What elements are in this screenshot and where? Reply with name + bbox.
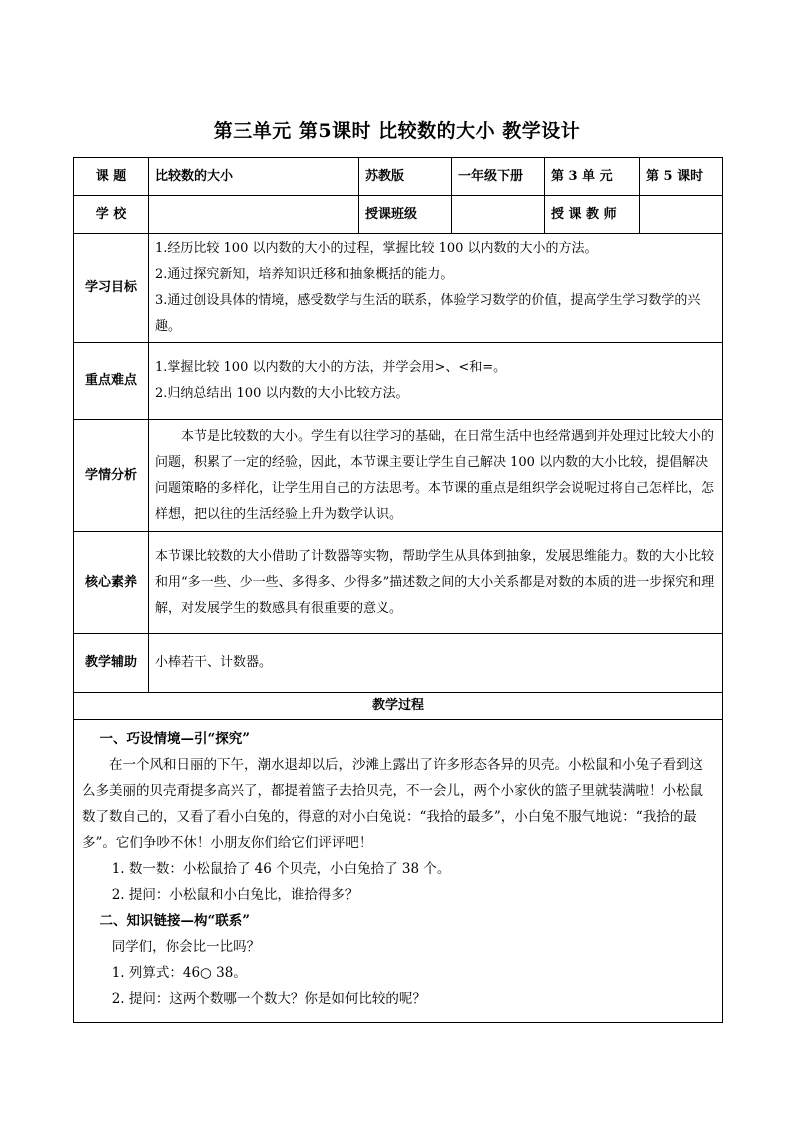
school-value	[149, 196, 359, 234]
aids-content	[149, 634, 723, 693]
analysis-label: 学情分析	[74, 420, 149, 532]
class-label: 授课班级	[359, 196, 452, 234]
literacy-text: 本节课比较数的大小借助了计数器等实物，帮助学生从具体到抽象，发展思维能力。数的大小比较和用“多一些、少一些、多得多、少得多”描述数之间的大小关系都是对数的本质的进一步探究和理解，对发展学生的数感具有很重要的意义。	[155, 548, 715, 616]
key-points-content	[149, 343, 723, 420]
row-school	[74, 196, 723, 234]
row-aids	[74, 634, 723, 693]
teacher-value	[640, 196, 723, 234]
key-point-item: 2.归纳总结出 100 以内数的大小比较方法。	[155, 386, 409, 401]
section-heading: 一、巧设情境—引“探究”	[99, 731, 251, 747]
analysis-content	[149, 420, 723, 532]
page-title: 第三单元 第5课时 比较数的大小 教学设计	[213, 120, 581, 142]
process-content	[74, 720, 723, 1023]
objective-item: 1.经历比较 100 以内数的大小的过程，掌握比较 100 以内数的大小的方法。	[155, 241, 598, 256]
grade: 一年级下册	[452, 158, 545, 196]
story-paragraph: 在一个风和日丽的下午，潮水退却以后，沙滩上露出了许多形态各异的贝壳。小松鼠和小兔子看到这么多美丽的贝壳甭提多高兴了，都提着篮子去拾贝壳，不一会儿，两个小家伙的篮子里就装满啦！小松鼠数了数自己的，又看了看小白兔的，得意的对小白兔说：“我拾的最多”，小白兔不服气地说：“我拾的最多”。它们争吵不休！小朋友你们给它们评评吧！	[82, 757, 703, 851]
row-objectives	[74, 234, 723, 343]
class-value	[452, 196, 545, 234]
publisher: 苏教版	[359, 158, 452, 196]
aids-text: 小棒若干、计数器。	[155, 655, 273, 670]
row-process-header	[74, 693, 723, 720]
objective-item: 2.通过探究新知，培养知识迁移和抽象概括的能力。	[155, 267, 454, 282]
teacher-label: 授 课 教 师	[545, 196, 640, 234]
intro-line: 同学们，你会比一比吗？	[111, 939, 261, 955]
row-analysis	[74, 420, 723, 532]
course-label: 课 题	[74, 158, 149, 196]
unit: 第 3 单 元	[545, 158, 640, 196]
course-value: 比较数的大小	[149, 158, 359, 196]
key-point-item: 1.掌握比较 100 以内数的大小的方法，并学会用>、<和=。	[155, 360, 507, 375]
lesson-plan-table	[73, 157, 723, 1023]
row-literacy	[74, 532, 723, 634]
row-course	[74, 158, 723, 196]
objective-item: 3.通过创设具体的情境，感受数学与生活的联系，体验学习数学的价值，提高学生学习数学的兴趣。	[155, 293, 701, 334]
step-item: 2. 提问：这两个数哪一个数大？你是如何比较的呢？	[111, 991, 426, 1007]
literacy-label: 核心素养	[74, 532, 149, 634]
analysis-text: 本节是比较数的大小。学生有以往学习的基础，在日常生活中也经常遇到并处理过比较大小的问题，积累了一定的经验，因此，本节课主要让学生自己解决 100 以内数的大小比较，提倡解决问题策略的多样化，让学生用自己的方法思考。本节课的重点是组织学会说呢过将自己怎样比，怎样想，把以往的生活经验上升为数学认识。	[155, 428, 715, 522]
row-key-points	[74, 343, 723, 420]
process-header: 教学过程	[74, 693, 723, 720]
school-label: 学 校	[74, 196, 149, 234]
step-item: 1. 数一数：小松鼠拾了 46 个贝壳，小白兔拾了 38 个。	[111, 861, 451, 877]
step-item: 2. 提问：小松鼠和小白兔比，谁拾得多？	[111, 887, 359, 903]
key-points-label: 重点难点	[74, 343, 149, 420]
objectives-label: 学习目标	[74, 234, 149, 343]
row-process	[74, 720, 723, 1023]
objectives-content	[149, 234, 723, 343]
lesson: 第 5 课时	[640, 158, 723, 196]
aids-label: 教学辅助	[74, 634, 149, 693]
step-item: 1. 列算式：46○ 38。	[111, 965, 247, 981]
section-heading: 二、知识链接—构“联系”	[99, 913, 251, 929]
literacy-content	[149, 532, 723, 634]
